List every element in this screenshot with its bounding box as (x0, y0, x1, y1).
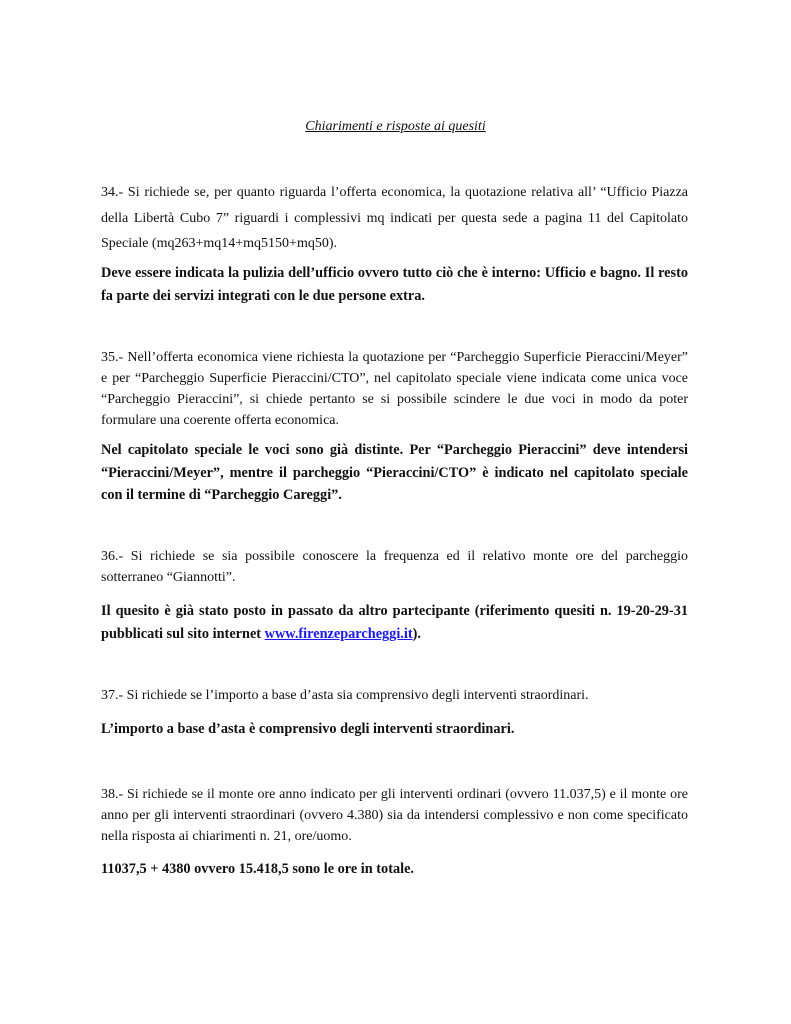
answer-36 (101, 600, 688, 645)
answer-36-suffix: ). (412, 625, 421, 642)
question-34: 34.- Si richiede se, per quanto riguarda l’offerta economica, la quotazione relativa all’ “Ufficio Piazza della Libertà Cubo 7” riguardi i complessivi mq indicati per questa sede a pagina 11 del Capitolato Speciale (mq263+mq14+mq5150+mq50). (101, 185, 688, 251)
firenzeparcheggi-link[interactable]: www.firenzeparcheggi.it (264, 625, 413, 642)
question-35: 35.- Nell’offerta economica viene richiesta la quotazione per “Parcheggio Superficie Pieraccini/Meyer” e per “Parcheggio Superficie Pieraccini/CTO”, nel capitolato speciale viene indicata come unica voce “Parcheggio Pieraccini”, si chiede pertanto se si possibile scindere le due voci in modo da poter formulare una coerente offerta economica. (101, 350, 688, 428)
question-37: 37.- Si richiede se l’importo a base d’asta sia comprensivo degli interventi straordinari. (101, 688, 589, 703)
answer-38: 11037,5 + 4380 ovvero 15.418,5 sono le ore in totale. (101, 861, 414, 877)
answer-37: L’importo a base d’asta è comprensivo degli interventi straordinari. (101, 721, 515, 737)
document-title: Chiarimenti e risposte ai quesiti (305, 119, 486, 134)
question-36: 36.- Si richiede se sia possibile conoscere la frequenza ed il relativo monte ore del parcheggio sotterraneo “Giannotti”. (101, 549, 688, 585)
answer-36-text: Il quesito è già stato posto in passato da altro partecipante (riferimento quesiti n. 19-20-29-31 pubblicati sul sito internet (101, 603, 688, 642)
answer-34: Deve essere indicata la pulizia dell’ufficio ovvero tutto ciò che è interno: Ufficio e bagno. Il resto fa parte dei servizi integrati con le due persone extra. (101, 265, 688, 304)
question-38: 38.- Si richiede se il monte ore anno indicato per gli interventi ordinari (ovvero 11.037,5) e il monte ore anno per gli interventi straordinari (ovvero 4.380) sia da intendersi complessivo e non come specificato nella risposta ai chiarimenti n. 21, ore/uomo. (101, 787, 688, 844)
answer-35: Nel capitolato speciale le voci sono già distinte. Per “Parcheggio Pieraccini” deve intendersi “Pieraccini/Meyer”, mentre il parcheggio “Pieraccini/CTO” è indicato nel capitolato speciale con il termine di “Parcheggio Careggi”. (101, 442, 688, 503)
